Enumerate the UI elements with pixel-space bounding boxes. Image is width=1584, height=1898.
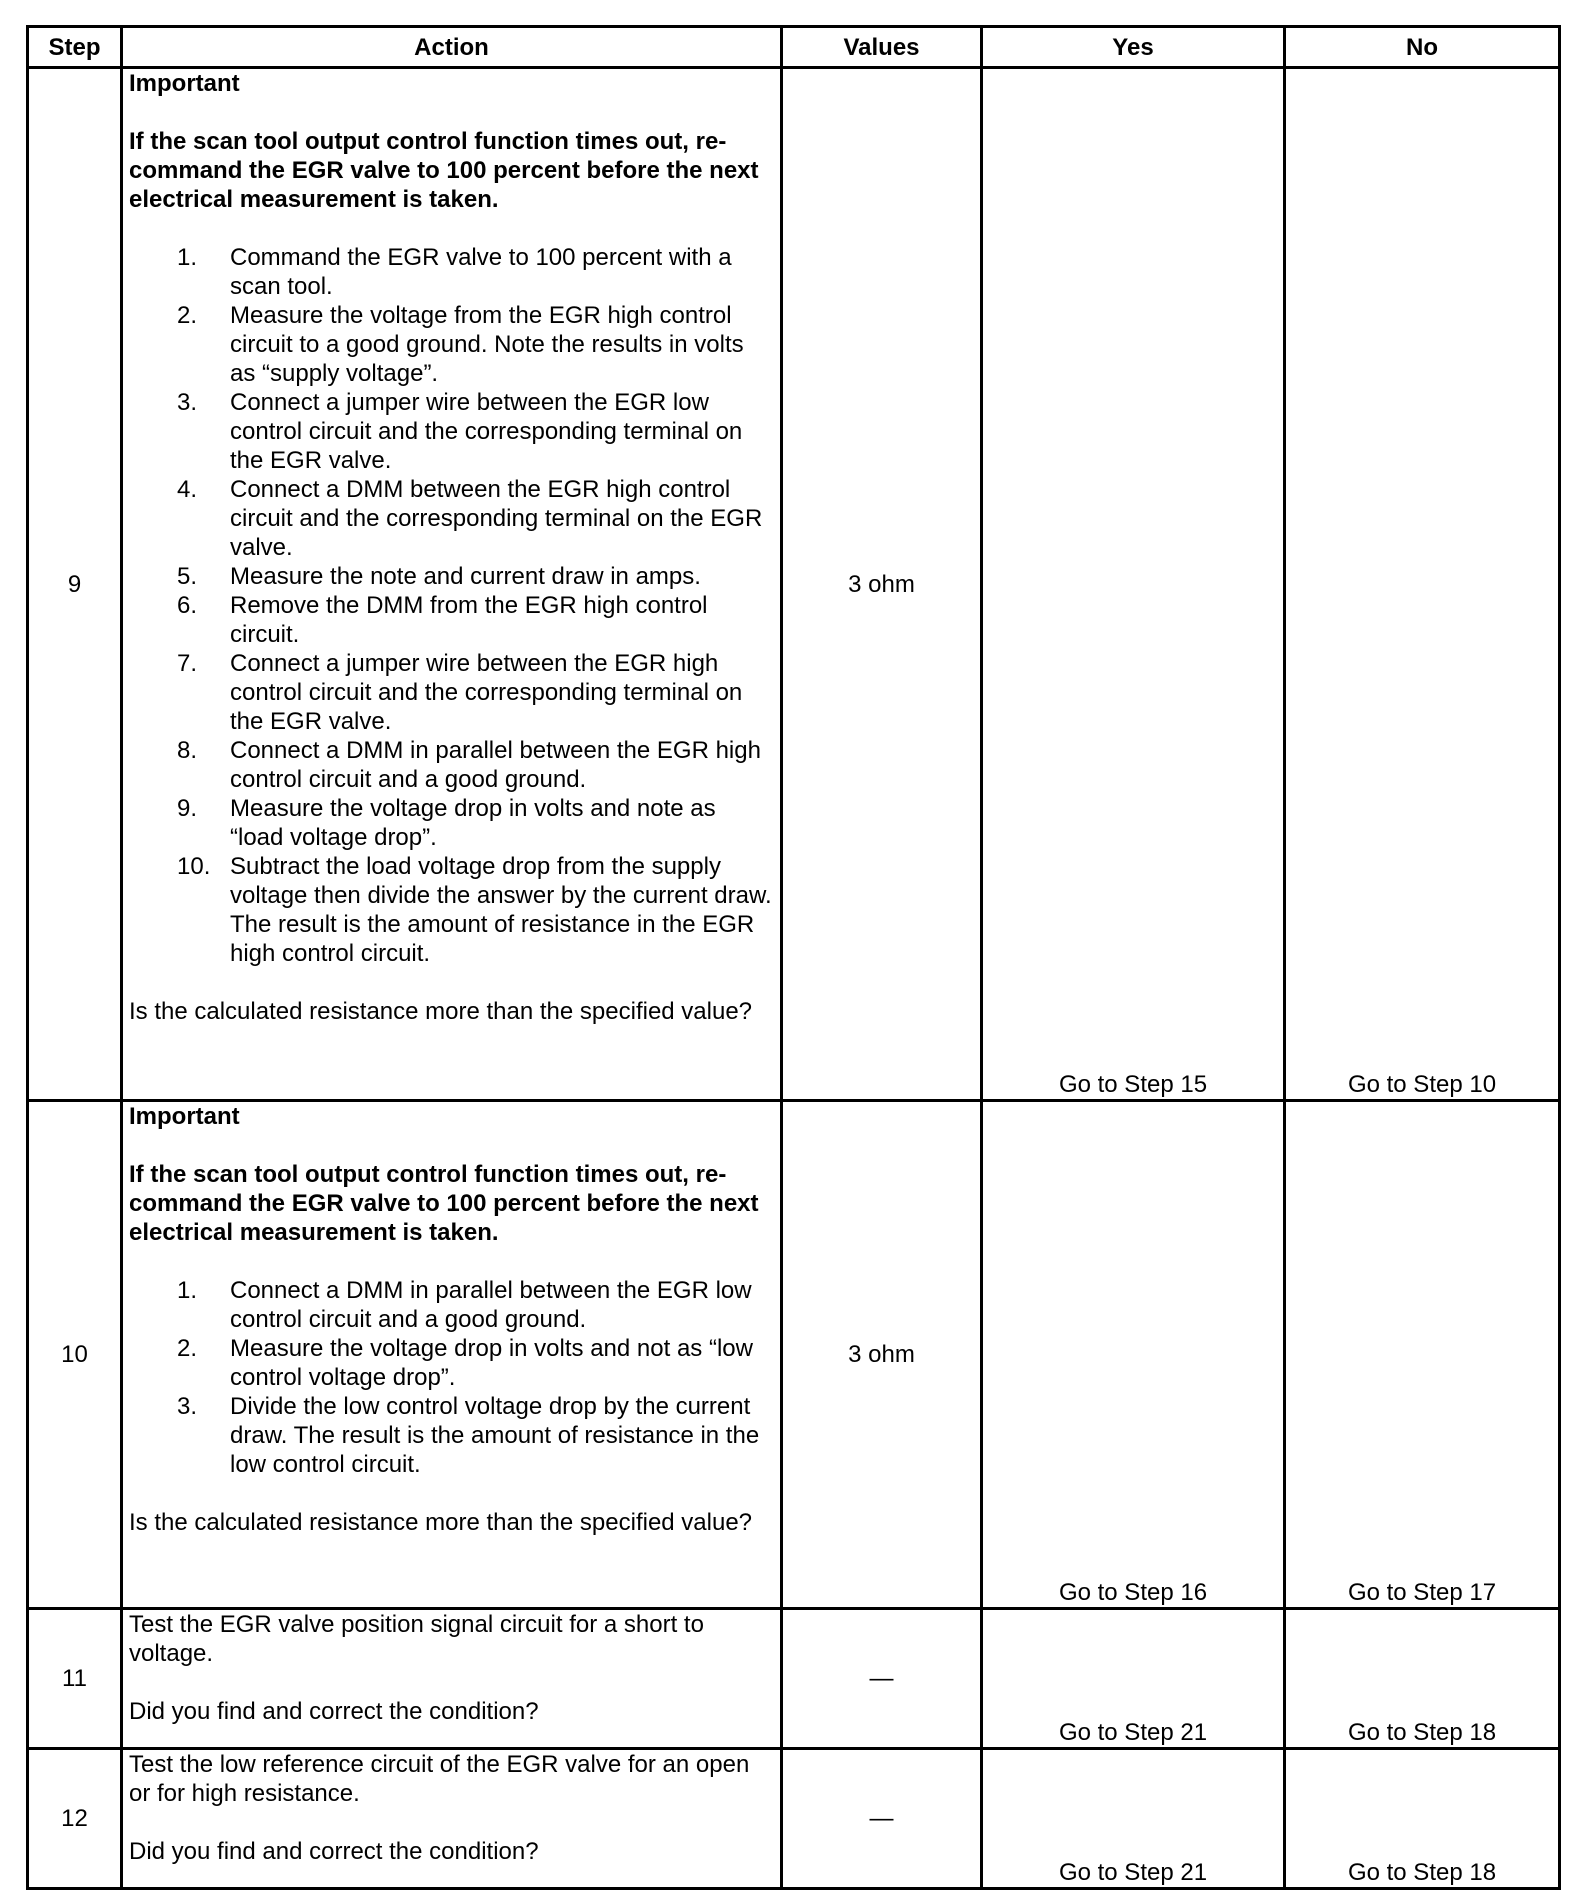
- substep-number: 5.: [177, 563, 198, 590]
- action-cell: [122, 1609, 782, 1749]
- table-row: [28, 1749, 1560, 1889]
- substep-number: 8.: [177, 737, 198, 764]
- question-text: Is the calculated resistance more than the specified value?: [129, 1509, 753, 1536]
- yes-link[interactable]: Go to Step 21: [982, 1749, 1285, 1889]
- header-action: Action: [122, 27, 782, 68]
- substep-text: Measure the voltage from the EGR high control circuit to a good ground. Note the results in volts as “supply voltage”.: [230, 302, 744, 387]
- substep-number: 4.: [177, 476, 198, 503]
- list-item: [177, 1334, 774, 1392]
- step-number: 11: [28, 1609, 122, 1749]
- substep-text: Measure the voltage drop in volts and not as “low control voltage drop”.: [230, 1335, 753, 1391]
- list-item: [177, 736, 774, 794]
- list-item: [177, 852, 774, 968]
- action-cell: [122, 68, 782, 1101]
- no-link[interactable]: Go to Step 17: [1285, 1101, 1560, 1609]
- important-text: If the scan tool output control function times out, re-command the EGR valve to 100 percent before the next electrical measurement is taken.: [129, 1161, 759, 1246]
- diagnostic-table: [26, 25, 1561, 1890]
- substep-text: Command the EGR valve to 100 percent with a scan tool.: [230, 244, 732, 300]
- header-no: No: [1285, 27, 1560, 68]
- substep-text: Remove the DMM from the EGR high control circuit.: [230, 592, 708, 648]
- important-text: If the scan tool output control function times out, re-command the EGR valve to 100 percent before the next electrical measurement is taken.: [129, 128, 759, 213]
- value-cell: 3 ohm: [782, 68, 982, 1101]
- question-text: Did you find and correct the condition?: [129, 1698, 539, 1725]
- substep-list: [129, 243, 774, 968]
- action-text: Test the EGR valve position signal circuit for a short to voltage.: [129, 1611, 704, 1667]
- list-item: [177, 243, 774, 301]
- list-item: [177, 301, 774, 388]
- action-cell: [122, 1101, 782, 1609]
- substep-number: 3.: [177, 1393, 198, 1420]
- no-link[interactable]: Go to Step 18: [1285, 1749, 1560, 1889]
- list-item: [177, 388, 774, 475]
- value-cell: 3 ohm: [782, 1101, 982, 1609]
- table-row: [28, 68, 1560, 1101]
- substep-text: Measure the note and current draw in amps.: [230, 563, 701, 590]
- substep-number: 9.: [177, 795, 198, 822]
- substep-text: Measure the voltage drop in volts and note as “load voltage drop”.: [230, 795, 716, 851]
- list-item: [177, 562, 774, 591]
- no-link[interactable]: Go to Step 18: [1285, 1609, 1560, 1749]
- list-item: [177, 475, 774, 562]
- list-item: [177, 591, 774, 649]
- substep-number: 2.: [177, 1335, 198, 1362]
- step-number: 12: [28, 1749, 122, 1889]
- list-item: [177, 1276, 774, 1334]
- table-row: [28, 1101, 1560, 1609]
- substep-list: [129, 1276, 774, 1479]
- step-number: 10: [28, 1101, 122, 1609]
- list-item: [177, 794, 774, 852]
- header-yes: Yes: [982, 27, 1285, 68]
- substep-text: Divide the low control voltage drop by the current draw. The result is the amount of resistance in the low control circuit.: [230, 1393, 760, 1478]
- value-cell: —: [782, 1749, 982, 1889]
- substep-text: Connect a DMM in parallel between the EGR low control circuit and a good ground.: [230, 1277, 752, 1333]
- substep-text: Connect a DMM between the EGR high control circuit and the corresponding terminal on the EGR valve.: [230, 476, 763, 561]
- question-text: Did you find and correct the condition?: [129, 1838, 539, 1865]
- action-text: Test the low reference circuit of the EGR valve for an open or for high resistance.: [129, 1751, 750, 1807]
- header-step: Step: [28, 27, 122, 68]
- substep-number: 6.: [177, 592, 198, 619]
- action-cell: [122, 1749, 782, 1889]
- substep-text: Connect a DMM in parallel between the EGR high control circuit and a good ground.: [230, 737, 761, 793]
- value-cell: —: [782, 1609, 982, 1749]
- question-text: Is the calculated resistance more than the specified value?: [129, 998, 753, 1025]
- substep-text: Connect a jumper wire between the EGR high control circuit and the corresponding terminal on the EGR valve.: [230, 650, 743, 735]
- yes-link[interactable]: Go to Step 16: [982, 1101, 1285, 1609]
- important-label: Important: [129, 1103, 240, 1130]
- substep-number: 7.: [177, 650, 198, 677]
- substep-text: Connect a jumper wire between the EGR low control circuit and the corresponding terminal on the EGR valve.: [230, 389, 743, 474]
- step-number: 9: [28, 68, 122, 1101]
- important-label: Important: [129, 70, 240, 97]
- substep-text: Subtract the load voltage drop from the supply voltage then divide the answer by the current draw. The result is the amount of resistance in the EGR high control circuit.: [230, 853, 772, 967]
- list-item: [177, 649, 774, 736]
- yes-link[interactable]: Go to Step 21: [982, 1609, 1285, 1749]
- list-item: [177, 1392, 774, 1479]
- substep-number: 3.: [177, 389, 198, 416]
- header-row: [28, 27, 1560, 68]
- substep-number: 1.: [177, 244, 198, 271]
- no-link[interactable]: Go to Step 10: [1285, 68, 1560, 1101]
- substep-number: 2.: [177, 302, 198, 329]
- header-values: Values: [782, 27, 982, 68]
- yes-link[interactable]: Go to Step 15: [982, 68, 1285, 1101]
- substep-number: 1.: [177, 1277, 198, 1304]
- substep-number: 10.: [177, 853, 211, 880]
- table-row: [28, 1609, 1560, 1749]
